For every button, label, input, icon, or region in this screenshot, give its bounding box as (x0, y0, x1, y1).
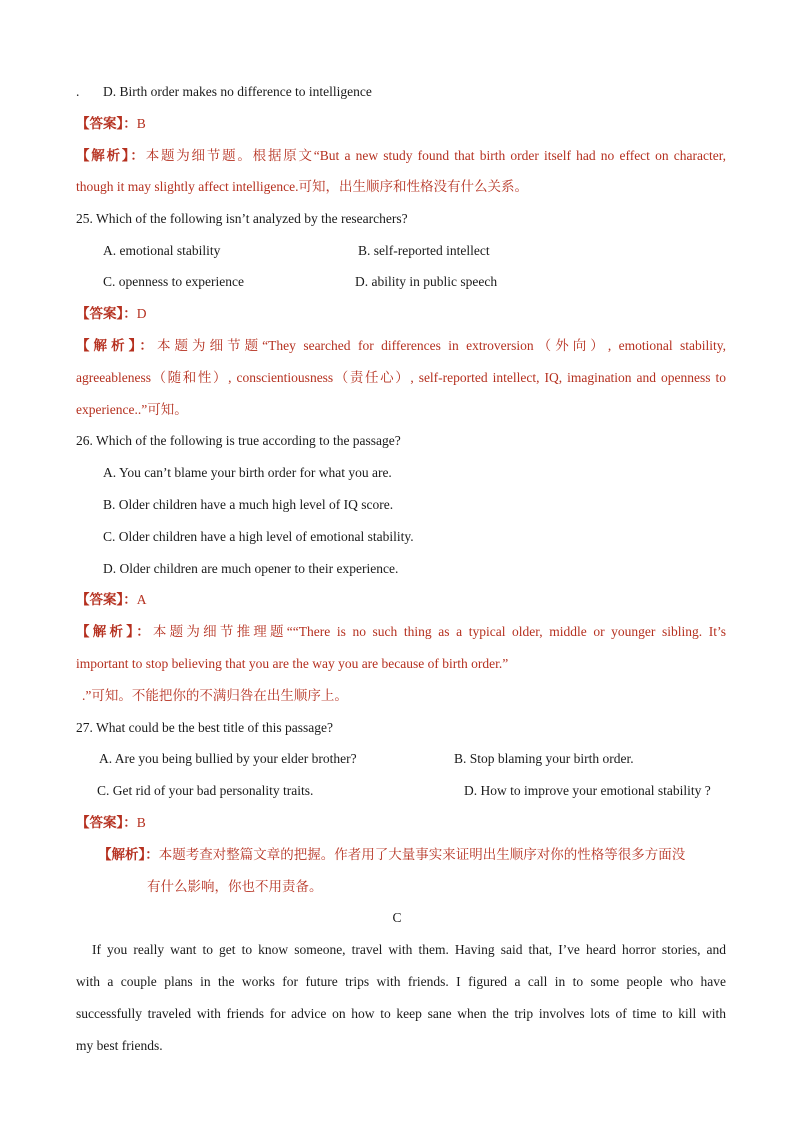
answer-26 (76, 590, 726, 610)
explanation-label: 【解析】 (98, 847, 146, 862)
explanation-26-line1 (76, 622, 726, 642)
passage-line-4: my best friends. (76, 1038, 163, 1053)
explanation-text: 本题为细节题。根据原文“But a new study found that birth order itself had no effect on character, (145, 148, 727, 163)
answer-sep: ： (123, 306, 137, 321)
question-26-option-a: A. You can’t blame your birth order for what you are. (103, 465, 392, 480)
question-27-options-ab (99, 749, 749, 769)
explanation-text: 本题考查对整篇文章的把握。作者用了大量事实来证明出生顺序对你的性格等很多方面没 (158, 847, 686, 862)
explanation-sep: ： (139, 338, 157, 353)
explanation-label: 【解析】 (76, 624, 137, 639)
option-d: D. How to improve your emotional stability ? (464, 783, 711, 798)
answer-sep: ： (123, 815, 137, 830)
answer-24 (76, 114, 726, 134)
explanation-sep: ： (145, 847, 159, 862)
question-26-option-d: D. Older children are much opener to their experience. (103, 561, 399, 576)
answer-sep: ： (123, 592, 137, 607)
passage-line-1: If you really want to get to know someone, travel with them. Having said that, I’ve heard horror stories, and (92, 942, 726, 957)
explanation-25-line2: agreeableness（随和性）, conscientiousness（责任心）, self-reported intellect, IQ, imagination and openness to (76, 370, 726, 385)
answer-sep: ： (123, 116, 137, 131)
explanation-26-line2: important to stop believing that you are the way you are because of birth order.” (76, 656, 509, 671)
passage-line-2: with a couple plans in the works for future trips with friends. I figured a call in to some people who have (76, 974, 726, 989)
option-b: B. Stop blaming your birth order. (454, 751, 634, 766)
explanation-sep: ： (136, 624, 153, 639)
explanation-label: 【解析】 (76, 148, 131, 163)
option-a: A. emotional stability (103, 243, 221, 258)
answer-label: 【答案】 (76, 592, 124, 607)
question-25-options-ab (103, 241, 753, 261)
explanation-25-line3: experience..”可知。 (76, 402, 188, 417)
explanation-26-line3: .”可知。不能把你的不满归咎在出生顺序上。 (82, 688, 348, 703)
question-26: 26. Which of the following is true according to the passage? (76, 433, 401, 448)
question-27-options-cd (97, 781, 747, 801)
answer-value: D (136, 306, 147, 321)
question-25-options-cd (103, 272, 753, 292)
question-26-option-c: C. Older children have a high level of emotional stability. (103, 529, 414, 544)
option-b: B. self-reported intellect (358, 243, 490, 258)
passage-line-3: successfully traveled with friends for advice on how to keep sane when the trip involves lots of time to kill with (76, 1006, 726, 1021)
explanation-24-line1 (76, 146, 726, 166)
option-d-text: D. Birth order makes no difference to intelligence (103, 84, 372, 99)
option-c: C. openness to experience (103, 274, 244, 289)
answer-value: B (136, 116, 146, 131)
explanation-text: 本题为细节推理题““There is no such thing as a typical older, middle or younger sibling. It’s (152, 624, 727, 639)
question-25: 25. Which of the following isn’t analyzed by the researchers? (76, 211, 408, 226)
explanation-sep: ： (130, 148, 146, 163)
answer-label: 【答案】 (76, 116, 124, 131)
answer-value: B (136, 815, 146, 830)
stray-period: . (76, 84, 80, 99)
section-heading: C (392, 910, 402, 925)
question-27: 27. What could be the best title of this passage? (76, 720, 333, 735)
explanation-text: 本题为细节题“They searched for differences in extroversion（外向）, emotional stability, (156, 338, 727, 353)
explanation-label: 【解析】 (76, 338, 140, 353)
option-c: C. Get rid of your bad personality traits. (97, 783, 314, 798)
option-d: D. ability in public speech (355, 274, 498, 289)
answer-27 (76, 813, 726, 833)
answer-value: A (136, 592, 147, 607)
explanation-27-line1 (98, 845, 726, 865)
explanation-25-line1 (76, 336, 726, 356)
explanation-24-line2: though it may slightly affect intelligence.可知，出生顺序和性格没有什么关系。 (76, 179, 528, 194)
explanation-27-line2: 有什么影响，你也不用责备。 (147, 879, 323, 894)
option-a: A. Are you being bullied by your elder brother? (99, 751, 357, 766)
option-d-line (76, 82, 726, 102)
answer-label: 【答案】 (76, 306, 124, 321)
answer-label: 【答案】 (76, 815, 124, 830)
question-26-option-b: B. Older children have a much high level of IQ score. (103, 497, 394, 512)
answer-25 (76, 304, 726, 324)
